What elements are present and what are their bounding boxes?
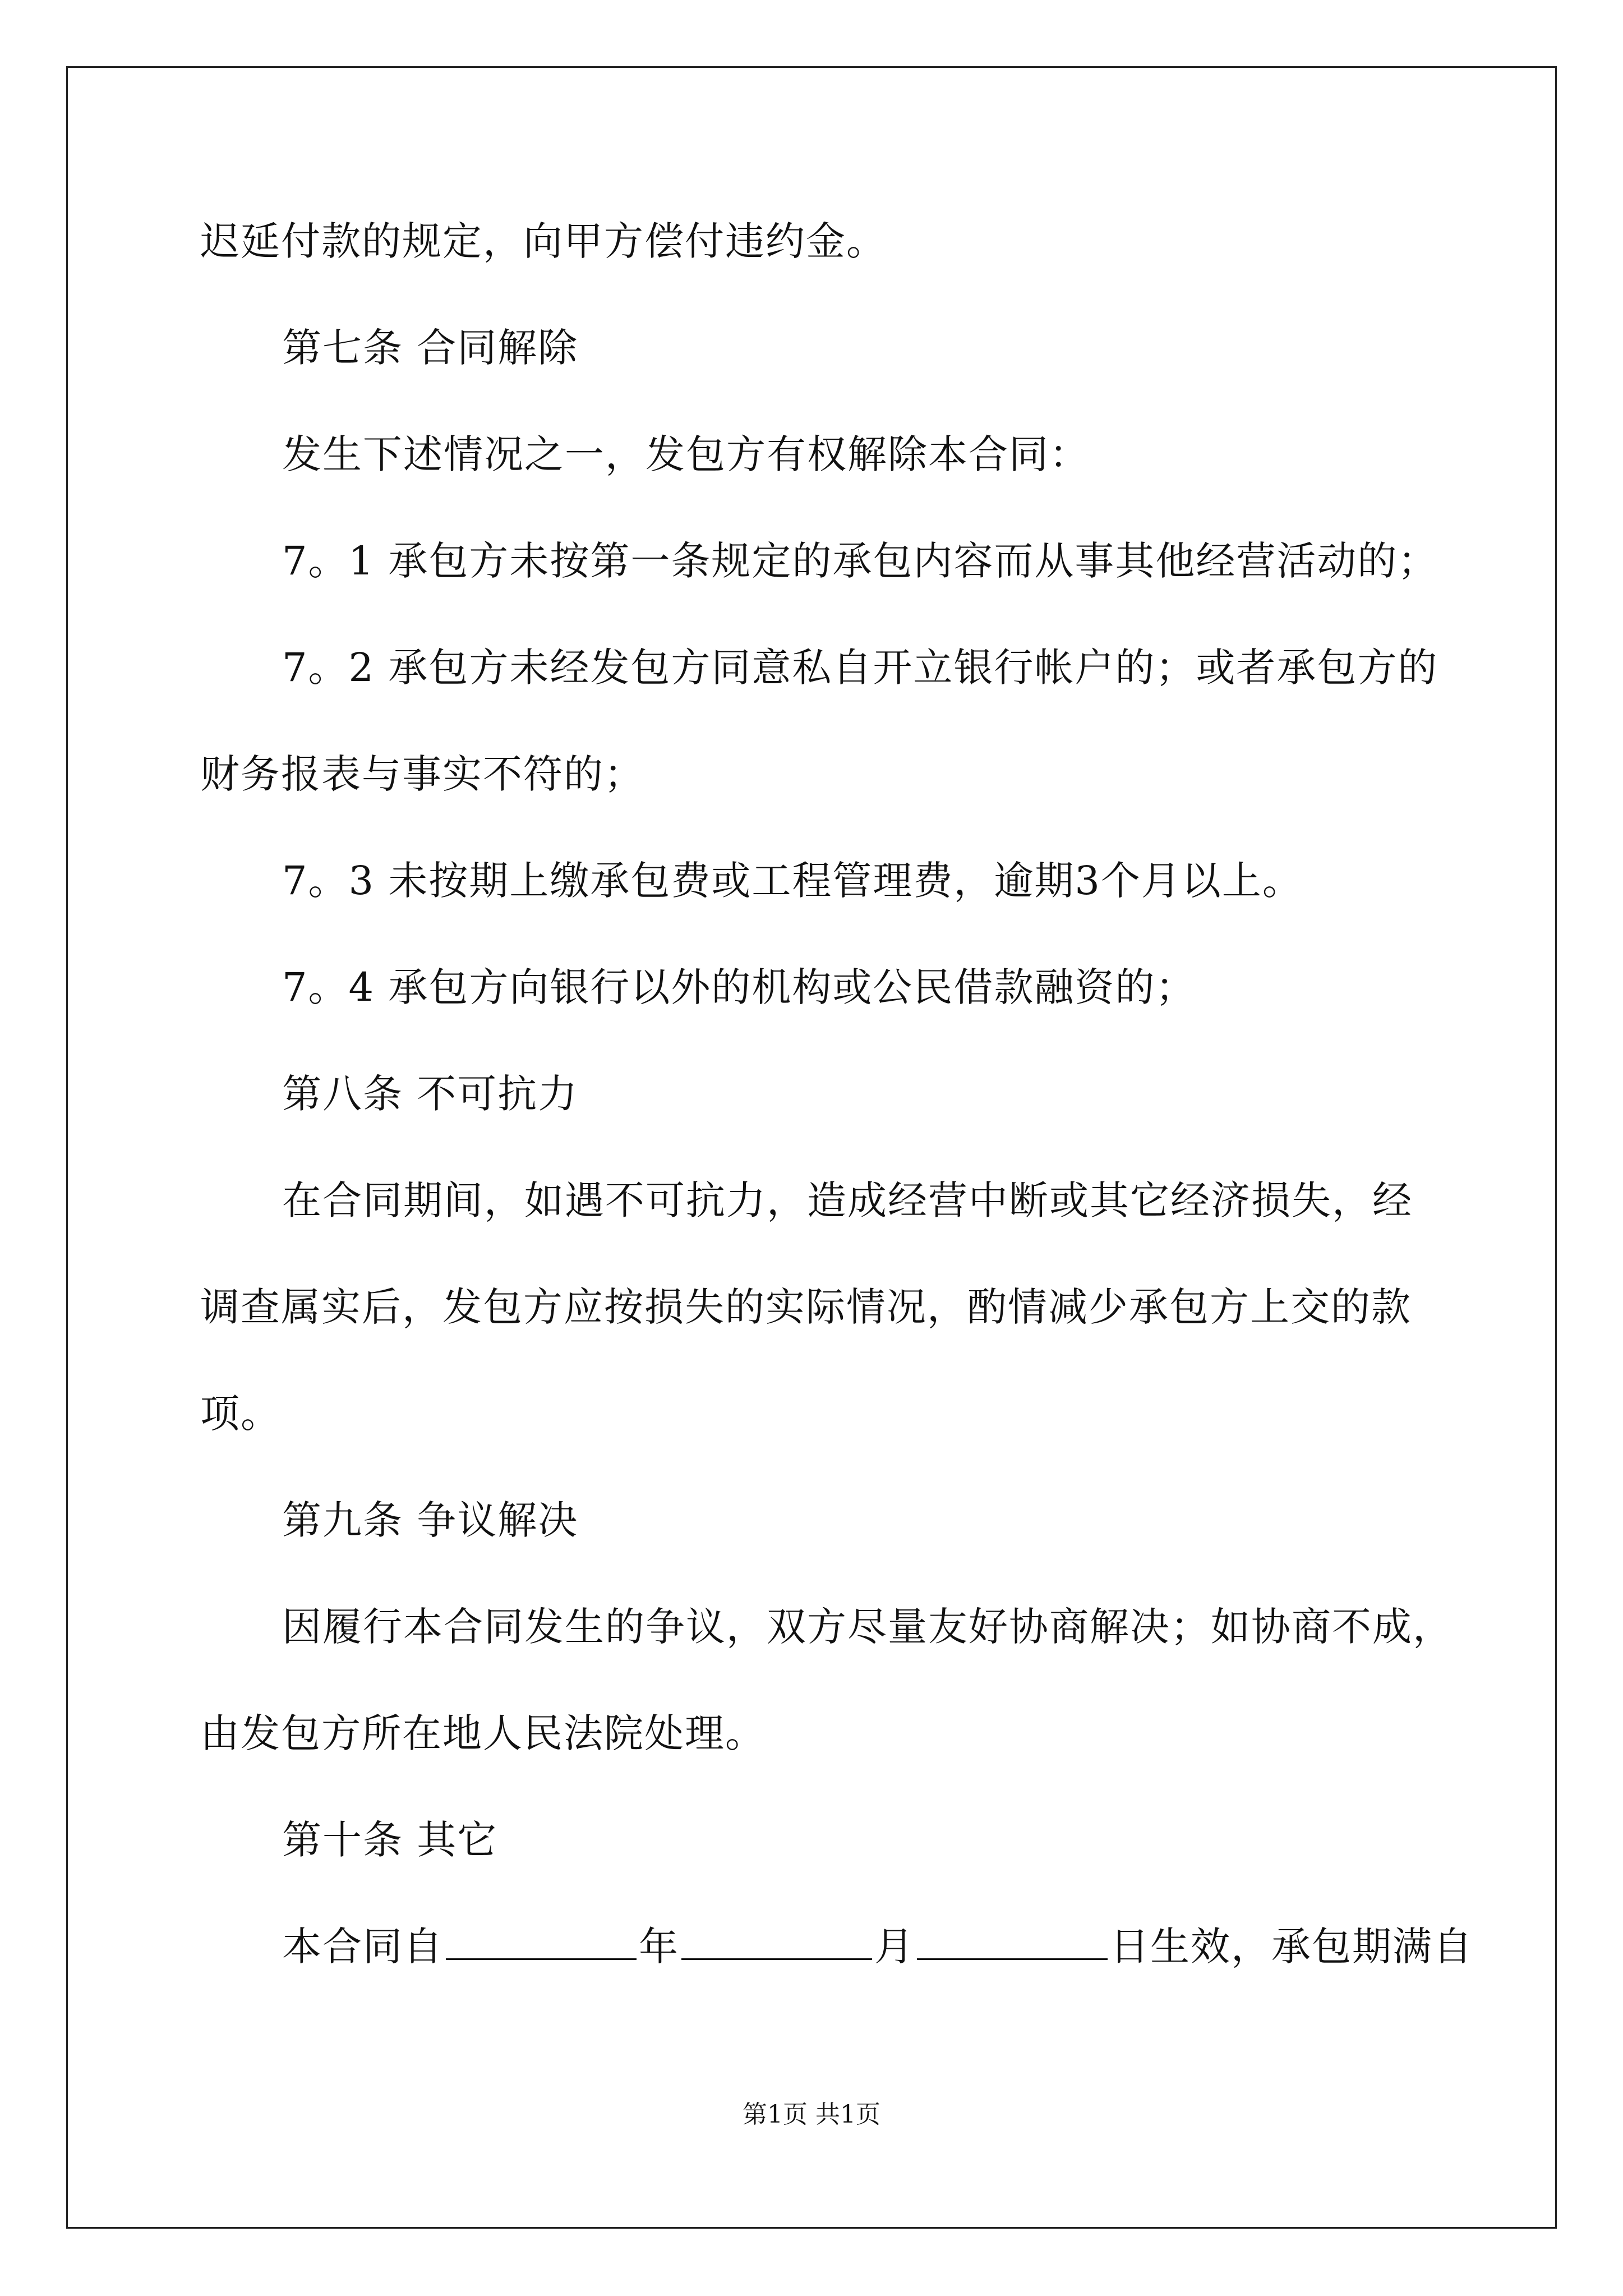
paragraph-line: 迟延付款的规定，向甲方偿付违约金。 — [200, 218, 887, 264]
paragraph-line: 由发包方所在地人民法院处理。 — [200, 1710, 766, 1756]
page-border — [66, 66, 1557, 2229]
clause-item: 7。4 承包方向银行以外的机构或公民借款融资的； — [282, 964, 1196, 1010]
article-heading: 第九条 争议解决 — [282, 1497, 579, 1543]
paragraph-line: 在合同期间，如遇不可抗力，造成经营中断或其它经济损失，经 — [282, 1177, 1413, 1223]
effective-date-line — [282, 1918, 1473, 1975]
effective-date-suffix: 日生效，承包期满自 — [1110, 1924, 1473, 1970]
paragraph-line: 项。 — [200, 1391, 281, 1437]
article-heading: 第七条 合同解除 — [282, 325, 579, 371]
clause-item: 7。2 承包方未经发包方同意私自开立银行帐户的；或者承包方的 — [282, 645, 1438, 691]
article-heading: 第八条 不可抗力 — [282, 1071, 579, 1117]
page-footer: 第1页 共1页 — [743, 2100, 880, 2129]
paragraph-line: 发生下述情况之一，发包方有权解除本合同： — [282, 431, 1090, 477]
clause-item: 7。3 未按期上缴承包费或工程管理费，逾期3个月以上。 — [282, 858, 1303, 904]
month-label: 月 — [874, 1924, 915, 1970]
effective-date-prefix: 本合同自 — [282, 1924, 444, 1970]
paragraph-line: 因履行本合同发生的争议，双方尽量友好协商解决；如协商不成， — [282, 1604, 1453, 1650]
year-label: 年 — [639, 1924, 679, 1970]
day-blank — [917, 1919, 1108, 1960]
paragraph-line: 财务报表与事实不符的； — [200, 751, 644, 797]
month-blank — [681, 1919, 872, 1960]
paragraph-line: 调查属实后，发包方应按损失的实际情况，酌情减少承包方上交的款 — [200, 1284, 1412, 1330]
clause-item: 7。1 承包方未按第一条规定的承包内容而从事其他经营活动的； — [282, 538, 1438, 584]
article-heading: 第十条 其它 — [282, 1817, 498, 1863]
year-blank — [446, 1919, 637, 1960]
